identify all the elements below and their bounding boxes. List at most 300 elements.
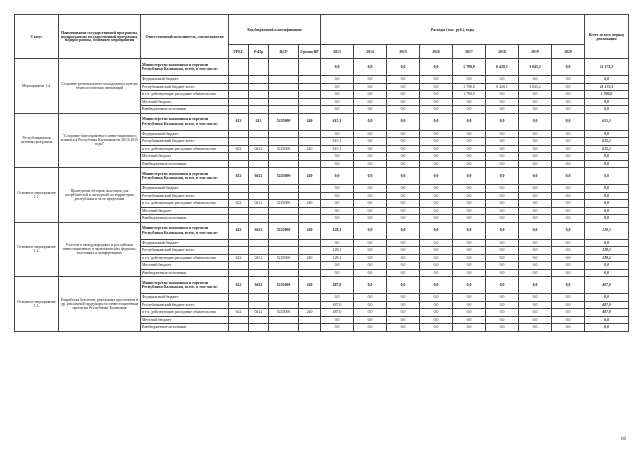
code-cell — [269, 98, 299, 106]
code-cell — [299, 185, 321, 193]
year-value-cell: 0,0 — [552, 215, 585, 223]
year-value-cell: 0,0 — [321, 185, 354, 193]
year-value-cell: 0,0 — [552, 160, 585, 168]
year-value-cell: 0,0 — [453, 153, 486, 161]
year-value-cell: 128,1 — [321, 247, 354, 255]
year-value-cell: 615,1 — [321, 113, 354, 130]
code-cell — [269, 247, 299, 255]
year-value-cell: 0,0 — [486, 185, 519, 193]
responsible-cell: Местный бюджет — [141, 207, 229, 215]
status-cell: Основное мероприятие 1.1. — [15, 168, 59, 223]
year-value-cell: 0,0 — [552, 59, 585, 76]
code-cell — [229, 247, 249, 255]
year-value-cell: 0,0 — [387, 215, 420, 223]
responsible-cell: Внебюджетные источники — [141, 106, 229, 114]
year-value-cell: 0,0 — [486, 215, 519, 223]
total-cell: 128,1 — [585, 254, 629, 262]
year-value-cell: 0,0 — [552, 239, 585, 247]
year-value-cell: 0,0 — [552, 247, 585, 255]
code-cell: 5225000 — [269, 145, 299, 153]
responsible-cell: в т.ч. действующие расходные обязательства — [141, 200, 229, 208]
year-value-cell: 0,0 — [486, 316, 519, 324]
code-cell — [299, 98, 321, 106]
responsible-cell: Внебюджетные источники — [141, 269, 229, 277]
year-value-cell: 0,0 — [387, 239, 420, 247]
year-value-cell: 0,0 — [420, 222, 453, 239]
code-cell: 5225000 — [269, 254, 299, 262]
year-value-cell: 0,0 — [552, 98, 585, 106]
year-value-cell: 0,0 — [354, 130, 387, 138]
year-value-cell: 0,0 — [453, 222, 486, 239]
year-value-cell: 0,0 — [354, 160, 387, 168]
header-year: 2018 — [486, 45, 519, 59]
year-value-cell: 0,0 — [420, 192, 453, 200]
code-cell: 5225000 — [269, 222, 299, 239]
year-value-cell: 0,0 — [552, 316, 585, 324]
header-rzpr: РзПр — [249, 45, 269, 59]
year-value-cell: 615,1 — [321, 145, 354, 153]
year-value-cell: 0,0 — [453, 98, 486, 106]
responsible-cell: в т.ч. действующие расходные обязательства — [141, 309, 229, 317]
total-cell: 0,0 — [585, 316, 629, 324]
year-value-cell: 0,0 — [354, 269, 387, 277]
year-value-cell: 0,0 — [519, 130, 552, 138]
code-cell — [269, 138, 299, 146]
header-year: 2014 — [354, 45, 387, 59]
year-value-cell: 128,1 — [321, 222, 354, 239]
responsible-cell: Министерство экономики и торговли Республики Калмыкия, всего, в том числе: — [141, 222, 229, 239]
year-value-cell: 0,0 — [486, 309, 519, 317]
year-value-cell: 0,0 — [552, 294, 585, 302]
year-value-cell: 0,0 — [519, 160, 552, 168]
year-value-cell: 0,0 — [519, 277, 552, 294]
year-value-cell: 0,0 — [453, 301, 486, 309]
year-value-cell: 0,0 — [387, 301, 420, 309]
header-total: Всего за весь период реализации — [585, 15, 629, 59]
program-name-cell: Создание регионального молодежного центра технологических инноваций — [59, 59, 141, 114]
year-value-cell: 0,0 — [354, 254, 387, 262]
year-value-cell: 0,0 — [552, 200, 585, 208]
code-cell — [249, 215, 269, 223]
year-value-cell: 0,0 — [552, 222, 585, 239]
code-cell — [249, 76, 269, 84]
total-cell: 615,1 — [585, 113, 629, 130]
year-value-cell: 0,0 — [420, 200, 453, 208]
year-value-cell: 0,0 — [519, 309, 552, 317]
code-cell: 240 — [299, 113, 321, 130]
year-value-cell: 0,0 — [453, 207, 486, 215]
year-value-cell: 0,0 — [552, 83, 585, 91]
year-value-cell: 0,0 — [486, 294, 519, 302]
code-cell — [229, 153, 249, 161]
code-cell — [269, 130, 299, 138]
year-value-cell: 0,0 — [519, 222, 552, 239]
year-value-cell: 0,0 — [321, 316, 354, 324]
code-cell — [299, 262, 321, 270]
year-value-cell: 0,0 — [486, 130, 519, 138]
code-cell — [269, 153, 299, 161]
table-row — [15, 168, 629, 185]
year-value-cell: 0,0 — [387, 277, 420, 294]
code-cell — [229, 106, 249, 114]
code-cell — [299, 316, 321, 324]
year-value-cell: 0,0 — [453, 113, 486, 130]
year-value-cell: 0,0 — [354, 145, 387, 153]
total-cell: 615,1 — [585, 145, 629, 153]
year-value-cell: 0,0 — [453, 277, 486, 294]
code-cell — [249, 207, 269, 215]
code-cell: 0412 — [249, 309, 269, 317]
year-value-cell: 0,0 — [420, 324, 453, 332]
year-value-cell: 0,0 — [420, 215, 453, 223]
responsible-cell: Министерство экономики и торговли Республики Калмыкия, всего, в том числе: — [141, 168, 229, 185]
year-value-cell: 0,0 — [486, 192, 519, 200]
year-value-cell: 0,0 — [519, 91, 552, 99]
code-cell — [299, 76, 321, 84]
code-cell: 240 — [299, 200, 321, 208]
total-cell: 128,1 — [585, 222, 629, 239]
year-value-cell: 0,0 — [420, 316, 453, 324]
year-value-cell: 0,0 — [321, 168, 354, 185]
year-value-cell: 0,0 — [354, 207, 387, 215]
responsible-cell: Республиканский бюджет всего — [141, 247, 229, 255]
status-cell: Основное мероприятие 1.2. — [15, 222, 59, 277]
code-cell: 612 — [229, 113, 249, 130]
year-value-cell: 0,0 — [486, 262, 519, 270]
code-cell: 0412 — [249, 222, 269, 239]
header-vr: Группа ВР — [299, 45, 321, 59]
year-value-cell: 0,0 — [453, 254, 486, 262]
code-cell — [299, 247, 321, 255]
code-cell: 5225000 — [269, 113, 299, 130]
code-cell — [269, 215, 299, 223]
code-cell: 5225000 — [269, 277, 299, 294]
header-year: 2019 — [519, 45, 552, 59]
responsible-cell: Местный бюджет — [141, 262, 229, 270]
year-value-cell: 0,0 — [420, 91, 453, 99]
program-name-cell: Проведение обзоров, выставок для потребителей и экскурсий по территории республики и за ее пределами — [59, 168, 141, 223]
year-value-cell: 0,0 — [486, 113, 519, 130]
total-cell: 0,0 — [585, 185, 629, 193]
year-value-cell: 0,0 — [552, 309, 585, 317]
year-value-cell: 0,0 — [321, 207, 354, 215]
responsible-cell: Местный бюджет — [141, 316, 229, 324]
code-cell — [229, 262, 249, 270]
year-value-cell: 0,0 — [387, 145, 420, 153]
year-value-cell: 0,0 — [453, 106, 486, 114]
total-cell: 0,0 — [585, 160, 629, 168]
year-value-cell: 0,0 — [387, 254, 420, 262]
code-cell — [269, 239, 299, 247]
code-cell — [229, 207, 249, 215]
year-value-cell: 0,0 — [420, 113, 453, 130]
code-cell: 5225000 — [269, 309, 299, 317]
year-value-cell: 0,0 — [387, 130, 420, 138]
code-cell — [299, 207, 321, 215]
year-value-cell: 0,0 — [519, 192, 552, 200]
year-value-cell: 0,0 — [519, 168, 552, 185]
code-cell — [249, 192, 269, 200]
year-value-cell: 0,0 — [453, 192, 486, 200]
code-cell — [249, 153, 269, 161]
year-value-cell: 0,0 — [486, 168, 519, 185]
responsible-cell: Федеральный бюджет — [141, 239, 229, 247]
year-value-cell: 0,0 — [486, 222, 519, 239]
year-value-cell: 0,0 — [420, 153, 453, 161]
code-cell: 0412 — [249, 277, 269, 294]
code-cell — [249, 262, 269, 270]
code-cell — [269, 59, 299, 76]
total-cell: 615,1 — [585, 138, 629, 146]
code-cell: 240 — [299, 254, 321, 262]
year-value-cell: 0,0 — [420, 106, 453, 114]
status-cell: Мероприятие 1.4. — [15, 59, 59, 114]
code-cell — [249, 98, 269, 106]
code-cell: 0412 — [249, 145, 269, 153]
year-value-cell: 0,0 — [354, 168, 387, 185]
year-value-cell: 0,0 — [486, 247, 519, 255]
year-value-cell: 0,0 — [519, 200, 552, 208]
code-cell: 5225000 — [269, 168, 299, 185]
year-value-cell: 0,0 — [420, 294, 453, 302]
year-value-cell: 0,0 — [354, 309, 387, 317]
year-value-cell: 0,0 — [552, 113, 585, 130]
year-value-cell: 0,0 — [321, 153, 354, 161]
year-value-cell: 0,0 — [453, 239, 486, 247]
year-value-cell: 0,0 — [486, 200, 519, 208]
year-value-cell: 0,0 — [354, 247, 387, 255]
year-value-cell: 0,0 — [552, 301, 585, 309]
year-value-cell: 0,0 — [321, 262, 354, 270]
year-value-cell: 0,0 — [354, 83, 387, 91]
year-value-cell: 0,0 — [387, 138, 420, 146]
year-value-cell: 0,0 — [420, 145, 453, 153]
year-value-cell: 0,0 — [420, 262, 453, 270]
code-cell — [269, 192, 299, 200]
year-value-cell: 0,0 — [321, 130, 354, 138]
code-cell — [299, 324, 321, 332]
code-cell — [299, 269, 321, 277]
year-value-cell: 0,0 — [552, 138, 585, 146]
program-name-cell: Участие в международных и российских инвестиционных и экономических форумах, выставках и конференциях — [59, 222, 141, 277]
year-value-cell: 0,0 — [420, 301, 453, 309]
code-cell — [229, 138, 249, 146]
year-value-cell: 0,0 — [354, 200, 387, 208]
year-value-cell: 0,0 — [453, 316, 486, 324]
responsible-cell: Внебюджетные источники — [141, 324, 229, 332]
year-value-cell: 0,0 — [354, 113, 387, 130]
year-value-cell: 0,0 — [321, 106, 354, 114]
year-value-cell: 0,0 — [354, 277, 387, 294]
code-cell — [269, 185, 299, 193]
year-value-cell: 0,0 — [354, 91, 387, 99]
year-value-cell: 0,0 — [420, 185, 453, 193]
year-value-cell: 0,0 — [486, 145, 519, 153]
year-value-cell: 0,0 — [420, 98, 453, 106]
total-cell: 0,0 — [585, 106, 629, 114]
code-cell — [249, 106, 269, 114]
year-value-cell: 0,0 — [420, 309, 453, 317]
year-value-cell: 0,0 — [552, 207, 585, 215]
responsible-cell: Федеральный бюджет — [141, 76, 229, 84]
code-cell — [299, 215, 321, 223]
code-cell: 622 — [229, 145, 249, 153]
code-cell — [229, 83, 249, 91]
year-value-cell: 0,0 — [552, 168, 585, 185]
code-cell: 240 — [299, 145, 321, 153]
code-cell: 0412 — [249, 168, 269, 185]
code-cell — [229, 269, 249, 277]
total-cell: 0,0 — [585, 262, 629, 270]
responsible-cell: Федеральный бюджет — [141, 294, 229, 302]
year-value-cell: 0,0 — [519, 106, 552, 114]
year-value-cell: 0,0 — [321, 215, 354, 223]
code-cell — [249, 239, 269, 247]
year-value-cell: 0,0 — [354, 316, 387, 324]
code-cell — [299, 192, 321, 200]
code-cell — [299, 106, 321, 114]
year-value-cell: 0,0 — [354, 138, 387, 146]
code-cell — [299, 301, 321, 309]
code-cell — [299, 138, 321, 146]
code-cell: 622 — [229, 168, 249, 185]
year-value-cell: 0,0 — [354, 222, 387, 239]
code-cell — [229, 294, 249, 302]
total-cell: 0,0 — [585, 294, 629, 302]
code-cell — [269, 294, 299, 302]
year-value-cell: 0,0 — [420, 269, 453, 277]
total-cell: 0,0 — [585, 168, 629, 185]
year-value-cell: 0,0 — [486, 269, 519, 277]
year-value-cell: 0,0 — [519, 98, 552, 106]
total-cell: 11 173,3 — [585, 59, 629, 76]
year-value-cell: 0,0 — [354, 294, 387, 302]
year-value-cell: 0,0 — [387, 269, 420, 277]
year-value-cell: 0,0 — [321, 200, 354, 208]
year-value-cell: 0,0 — [519, 324, 552, 332]
year-value-cell: 0,0 — [387, 316, 420, 324]
year-value-cell: 128,1 — [321, 254, 354, 262]
code-cell — [249, 138, 269, 146]
year-value-cell: 0,0 — [453, 168, 486, 185]
year-value-cell: 0,0 — [321, 98, 354, 106]
year-value-cell: 0,0 — [420, 277, 453, 294]
year-value-cell: 0,0 — [387, 294, 420, 302]
table-body — [15, 59, 629, 332]
year-value-cell: 0,0 — [387, 83, 420, 91]
year-value-cell: 0,0 — [552, 130, 585, 138]
code-cell — [229, 160, 249, 168]
year-value-cell: 0,0 — [453, 262, 486, 270]
responsible-cell: Министерство экономики и торговли Республики Калмыкия, всего, в том числе: — [141, 277, 229, 294]
year-value-cell: 0,0 — [387, 247, 420, 255]
responsible-cell: в т.ч. действующие расходные обязательства — [141, 91, 229, 99]
header-year: 2013 — [321, 45, 354, 59]
year-value-cell: 0,0 — [453, 76, 486, 84]
year-value-cell: 0,0 — [387, 76, 420, 84]
header-budget-code: Код бюджетной классификации — [229, 15, 321, 45]
year-value-cell: 0,0 — [486, 98, 519, 106]
total-cell: 0,0 — [585, 215, 629, 223]
year-value-cell: 0,0 — [519, 113, 552, 130]
code-cell — [269, 316, 299, 324]
year-value-cell: 0,0 — [420, 76, 453, 84]
code-cell — [299, 59, 321, 76]
code-cell: 240 — [299, 168, 321, 185]
year-value-cell: 0,0 — [387, 185, 420, 193]
code-cell: 622 — [229, 200, 249, 208]
code-cell — [249, 83, 269, 91]
year-value-cell: 0,0 — [519, 316, 552, 324]
year-value-cell: 0,0 — [387, 153, 420, 161]
year-value-cell: 0,0 — [486, 277, 519, 294]
responsible-cell: Федеральный бюджет — [141, 185, 229, 193]
table-row — [15, 277, 629, 294]
year-value-cell: 0,0 — [321, 324, 354, 332]
code-cell — [229, 215, 249, 223]
code-cell — [299, 153, 321, 161]
total-cell: 0,0 — [585, 76, 629, 84]
total-cell: 0,0 — [585, 239, 629, 247]
code-cell: 5225000 — [269, 200, 299, 208]
year-value-cell: 0,0 — [387, 160, 420, 168]
year-value-cell: 0,0 — [354, 301, 387, 309]
year-value-cell: 6 428,1 — [486, 83, 519, 91]
year-value-cell: 0,0 — [387, 262, 420, 270]
year-value-cell: 0,0 — [354, 185, 387, 193]
code-cell — [249, 185, 269, 193]
code-cell: 0412 — [249, 254, 269, 262]
code-cell — [299, 83, 321, 91]
code-cell — [249, 294, 269, 302]
total-cell: 11 173,3 — [585, 83, 629, 91]
year-value-cell: 0,0 — [519, 254, 552, 262]
year-value-cell: 0,0 — [453, 160, 486, 168]
responsible-cell: Федеральный бюджет — [141, 130, 229, 138]
code-cell — [229, 324, 249, 332]
code-cell — [249, 269, 269, 277]
year-value-cell: 0,0 — [486, 138, 519, 146]
code-cell: 622 — [229, 277, 249, 294]
header-program-name: Наименование государственной программы, подпрограммы государственной программы, подпрограммы, основного мероприятия — [59, 15, 141, 59]
year-value-cell: 0,0 — [519, 153, 552, 161]
year-value-cell: 615,1 — [321, 138, 354, 146]
year-value-cell: 0,0 — [321, 294, 354, 302]
year-value-cell: 0,0 — [453, 215, 486, 223]
year-value-cell: 3 045,2 — [519, 59, 552, 76]
code-cell — [269, 83, 299, 91]
year-value-cell: 0,0 — [552, 269, 585, 277]
responsible-cell: в т.ч. действующие расходные обязательства — [141, 254, 229, 262]
responsible-cell: Министерство экономики и торговли Республики Калмыкия, всего, в том числе: — [141, 59, 229, 76]
program-name-cell: Разработка буклетов, рекламных проспектов и др. рекламной продукции по инвестиционным проектам Республики Калмыкия — [59, 277, 141, 332]
year-value-cell: 0,0 — [552, 91, 585, 99]
year-value-cell: 0,0 — [552, 106, 585, 114]
year-value-cell: 0,0 — [387, 106, 420, 114]
year-value-cell: 0,0 — [453, 200, 486, 208]
code-cell — [249, 130, 269, 138]
header-year: 2016 — [420, 45, 453, 59]
year-value-cell: 0,0 — [486, 301, 519, 309]
code-cell — [249, 160, 269, 168]
total-cell: 0,0 — [585, 200, 629, 208]
code-cell — [229, 130, 249, 138]
year-value-cell: 0,0 — [453, 138, 486, 146]
year-value-cell: 0,0 — [486, 106, 519, 114]
year-value-cell: 0,0 — [354, 153, 387, 161]
year-value-cell: 0,0 — [354, 98, 387, 106]
code-cell — [299, 239, 321, 247]
